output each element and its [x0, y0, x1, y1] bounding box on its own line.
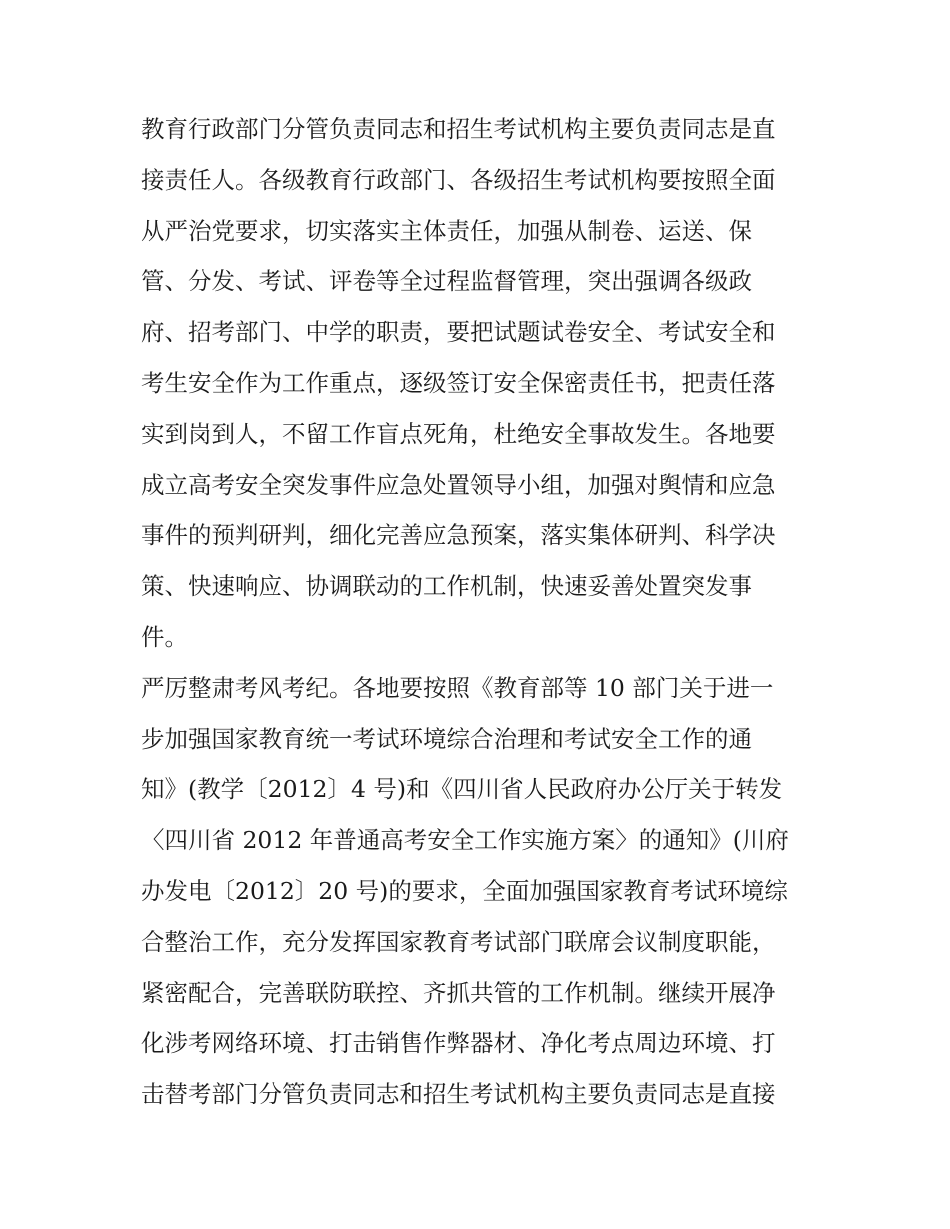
- text-line: 实到岗到人，不留工作盲点死角，杜绝安全事故发生。各地要: [141, 419, 776, 448]
- text-line: 件。: [141, 622, 188, 651]
- text-line: 从严治党要求，切实落实主体责任，加强从制卷、运送、保: [141, 216, 752, 245]
- text-line: 府、招考部门、中学的职责，要把试题试卷安全、考试安全和: [141, 318, 776, 347]
- text-line: 紧密配合，完善联防联控、齐抓共管的工作机制。继续开展净: [141, 978, 776, 1007]
- text-line: 成立高考安全突发事件应急处置领导小组，加强对舆情和应急: [141, 470, 776, 499]
- text-line: 〈四川省 2012 年普通高考安全工作实施方案〉的通知》(川府: [141, 826, 789, 855]
- paragraph-responsibility: [141, 104, 821, 663]
- document-body: [141, 104, 821, 1120]
- text-line: 知》(教学〔2012〕4 号)和《四川省人民政府办公厅关于转发: [141, 775, 783, 804]
- text-line: 合整治工作，充分发挥国家教育考试部门联席会议制度职能，: [141, 927, 776, 956]
- paragraph-exam-discipline: [141, 663, 821, 1120]
- text-line: 教育行政部门分管负责同志和招生考试机构主要负责同志是直: [141, 115, 776, 143]
- text-line: 击替考部门分管负责同志和招生考试机构主要负责同志是直接: [141, 1080, 776, 1109]
- text-line: 严厉整肃考风考纪。各地要按照《教育部等 10 部门关于进一: [141, 673, 774, 702]
- text-line: 管、分发、考试、评卷等全过程监督管理，突出强调各级政: [141, 267, 752, 296]
- text-line: 化涉考网络环境、打击销售作弊器材、净化考点周边环境、打: [141, 1029, 776, 1058]
- text-line: 考生安全作为工作重点，逐级签订安全保密责任书，把责任落: [141, 368, 776, 397]
- text-line: 步加强国家教育统一考试环境综合治理和考试安全工作的通: [141, 724, 752, 753]
- text-line: 接责任人。各级教育行政部门、各级招生考试机构要按照全面: [141, 165, 776, 194]
- text-line: 办发电〔2012〕20 号)的要求，全面加强国家教育考试环境综: [141, 876, 788, 905]
- text-line: 事件的预判研判，细化完善应急预案，落实集体研判、科学决: [141, 521, 776, 550]
- text-line: 策、快速响应、协调联动的工作机制，快速妥善处置突发事: [141, 572, 752, 601]
